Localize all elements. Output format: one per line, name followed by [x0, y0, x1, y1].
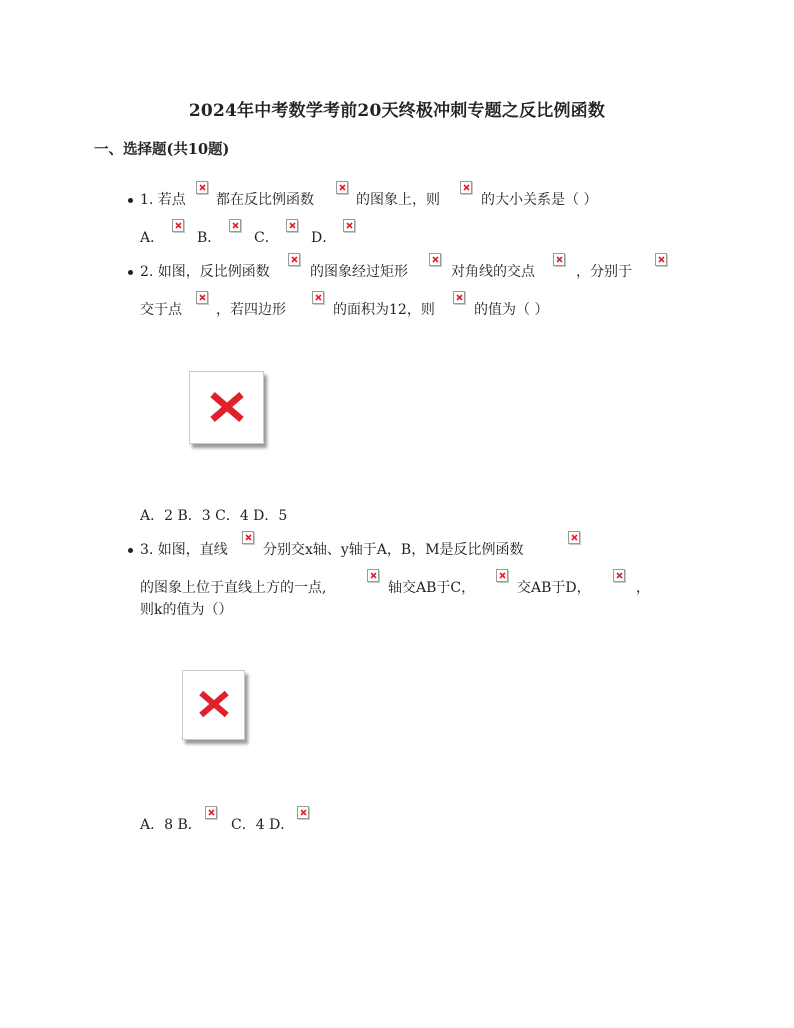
broken-image-icon	[297, 806, 309, 819]
section-heading: 一、选择题(共10题)	[94, 141, 230, 158]
broken-image-icon	[229, 219, 241, 232]
q3-text: 交AB于D，	[517, 580, 591, 596]
broken-image-figure	[189, 371, 264, 444]
q2-options: A．2 B．3 C．4 D．5	[140, 508, 288, 524]
broken-image-icon	[242, 531, 254, 544]
broken-image-figure	[182, 670, 245, 740]
q2-text: ，若四边形	[216, 302, 286, 318]
broken-image-icon	[286, 219, 298, 232]
q3-text: 3. 如图，直线	[140, 542, 228, 558]
bullet	[128, 548, 133, 553]
q2-text: 2. 如图，反比例函数	[140, 264, 270, 280]
document-title: 2024年中考数学考前20天终极冲刺专题之反比例函数	[188, 101, 606, 121]
broken-image-icon	[336, 181, 348, 194]
q2-text: 的面积为12，则	[333, 302, 435, 318]
q1-text: 1. 若点	[140, 192, 186, 208]
q2-text: ，分别于	[576, 264, 632, 280]
option-d: D．	[311, 230, 337, 246]
broken-image-icon	[429, 253, 441, 266]
broken-image-icon	[613, 569, 625, 582]
q1-text: 都在反比例函数	[216, 192, 314, 208]
broken-image-icon	[312, 291, 324, 304]
q2-text: 的值为（ ）	[474, 302, 549, 318]
option-b: B．	[197, 230, 222, 246]
q2-text: 对角线的交点	[451, 264, 535, 280]
option-c: C．	[254, 230, 279, 246]
q2-text: 的图象经过矩形	[310, 264, 408, 280]
broken-image-icon	[453, 291, 465, 304]
broken-image-icon	[568, 531, 580, 544]
broken-image-icon	[196, 181, 208, 194]
q3-text: 分别交x轴、y轴于A，B，M是反比例函数	[263, 542, 524, 558]
bullet	[128, 270, 133, 275]
broken-image-icon	[205, 806, 217, 819]
broken-image-icon	[343, 219, 355, 232]
bullet	[128, 198, 133, 203]
option-c-d: C．4 D．	[231, 817, 295, 833]
broken-image-icon	[196, 291, 208, 304]
broken-image-icon	[553, 253, 565, 266]
q3-text: ，	[636, 580, 650, 596]
q1-text: 的图象上，则	[356, 192, 440, 208]
broken-image-icon	[172, 219, 184, 232]
option-a: A．	[140, 230, 165, 246]
broken-image-icon	[288, 253, 300, 266]
broken-image-icon	[655, 253, 667, 266]
q3-text: 轴交AB于C，	[388, 580, 476, 596]
broken-image-icon	[496, 569, 508, 582]
q3-text: 则k的值为（）	[140, 602, 233, 618]
broken-image-icon	[460, 181, 472, 194]
option-a-b: A．8 B．	[140, 817, 202, 833]
q2-text: 交于点	[140, 302, 182, 318]
q3-text: 的图象上位于直线上方的一点,	[140, 580, 327, 596]
broken-image-icon	[367, 569, 379, 582]
q1-text: 的大小关系是（ ）	[481, 192, 598, 208]
